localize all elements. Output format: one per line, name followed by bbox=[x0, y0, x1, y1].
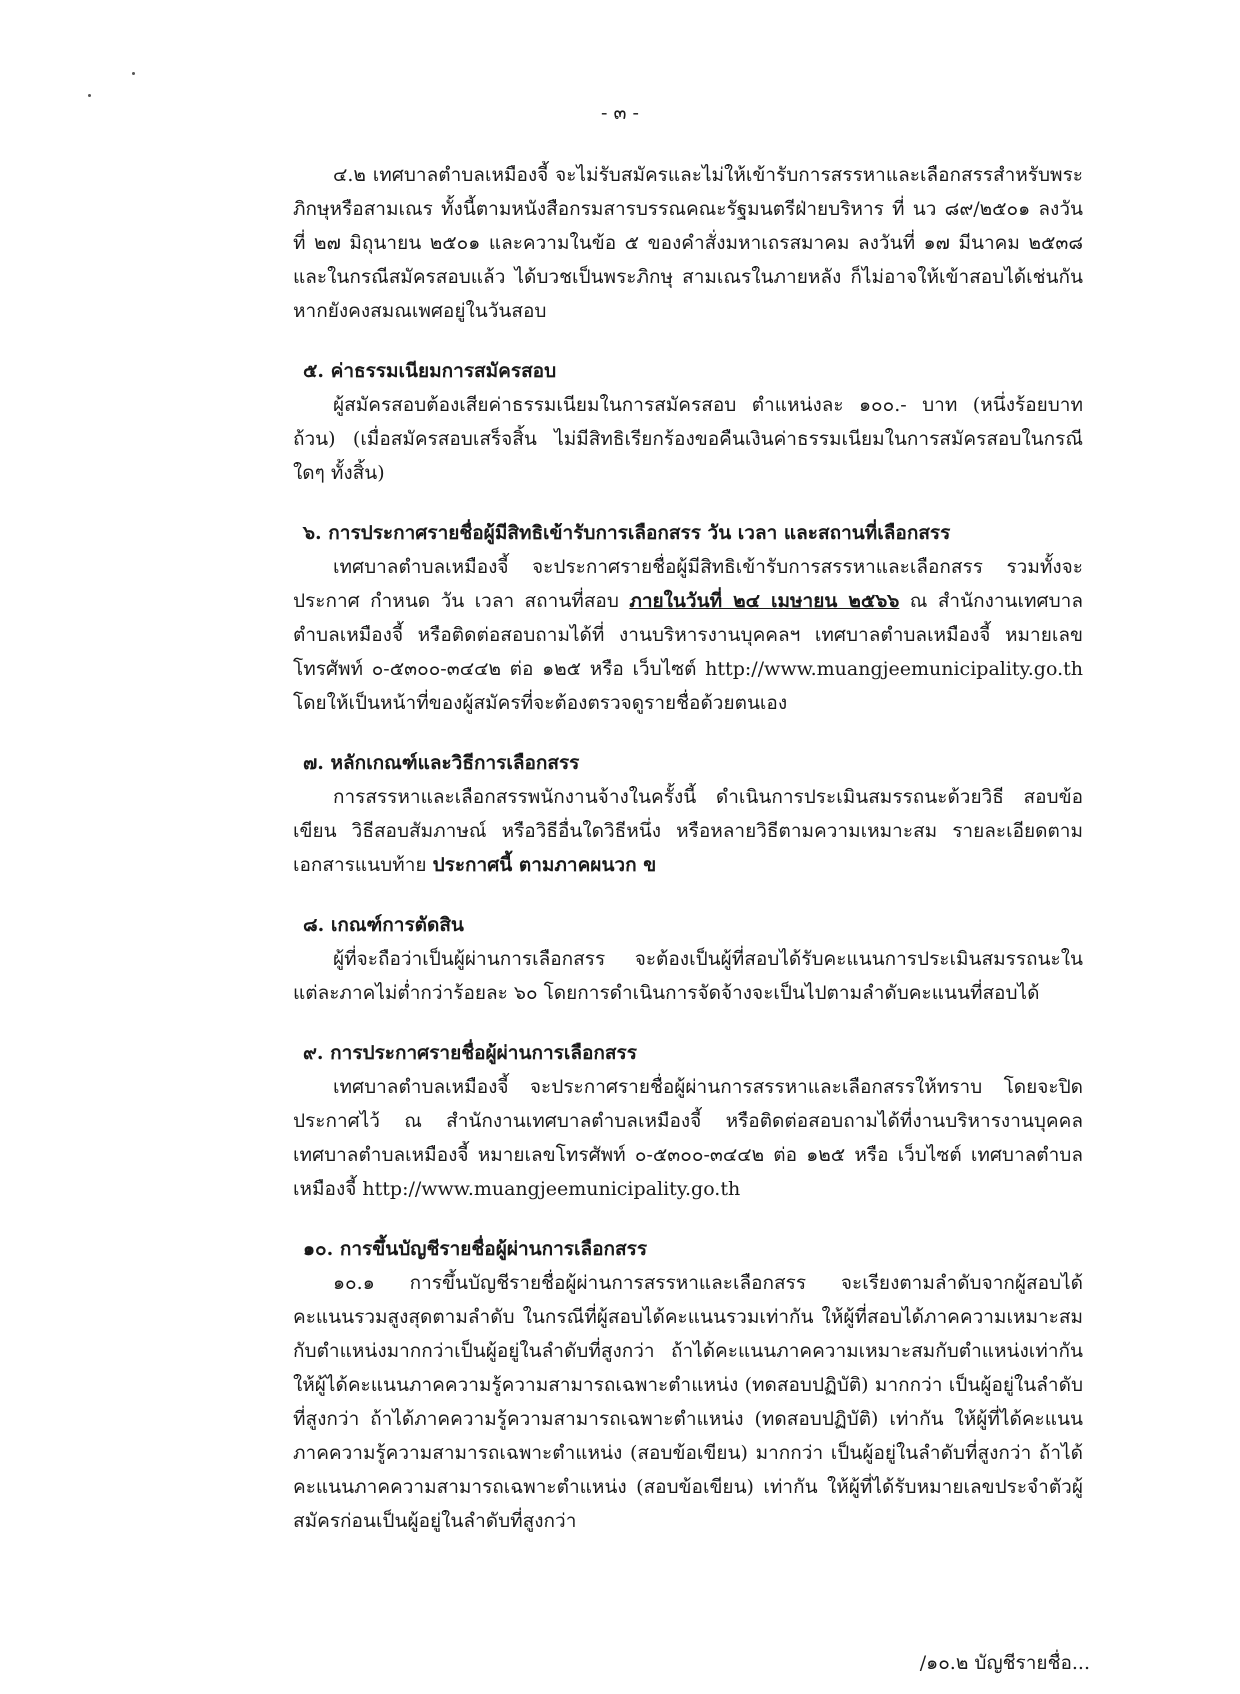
section-6 bbox=[293, 516, 1083, 720]
section-7-appendix-reference: ประกาศนี้ ตามภาคผนวก ข bbox=[432, 854, 657, 876]
section-8-text: ผู้ที่จะถือว่าเป็นผู้ผ่านการเลือกสรร จะต้องเป็นผู้ที่สอบได้รับคะแนนการประเมินสมรรถนะในแต่ละภาคไม่ต่ำกว่าร้อยละ ๖๐ โดยการดำเนินการจัดจ้างจะเป็นไปตามลำดับคะแนนที่สอบได้ bbox=[293, 948, 1083, 1004]
section-5-heading: ๕. ค่าธรรมเนียมการสมัครสอบ bbox=[303, 360, 557, 382]
page-continuation-note: /๑๐.๒ บัญชีรายชื่อ... bbox=[919, 1652, 1090, 1674]
section-10 bbox=[293, 1232, 1083, 1538]
section-4-2 bbox=[293, 158, 1083, 328]
section-9 bbox=[293, 1036, 1083, 1206]
section-9-text: เทศบาลตำบลเหมืองจี้ จะประกาศรายชื่อผู้ผ่านการสรรหาและเลือกสรรให้ทราบ โดยจะปิดประกาศไว้ ณ สำนักงานเทศบาลตำบลเหมืองจี้ หรือติดต่อสอบถามได้ที่งานบริหารงานบุคคล เทศบาลตำบลเหมืองจี้ หมายเลขโทรศัพท์ ๐-๕๓๐๐-๓๔๔๒ ต่อ ๑๒๕ หรือ เว็บไซต์ เทศบาลตำบลเหมืองจี้ http://www.muangjeemunicipality.go.th bbox=[293, 1076, 1083, 1200]
section-8-heading: ๘. เกณฑ์การตัดสิน bbox=[303, 914, 464, 936]
section-7-text bbox=[293, 780, 1083, 882]
section-6-text-before: เทศบาลตำบลเหมืองจี้ จะประกาศรายชื่อผู้มีสิทธิเข้ารับการสรรหาและเลือกสรร รวมทั้งจะประกาศ กำหนด วัน เวลา สถานที่สอบ bbox=[293, 556, 1083, 612]
section-6-heading: ๖. การประกาศรายชื่อผู้มีสิทธิเข้ารับการเลือกสรร วัน เวลา และสถานที่เลือกสรร bbox=[303, 522, 951, 544]
section-4-2-text: ๔.๒ เทศบาลตำบลเหมืองจี้ จะไม่รับสมัครและไม่ให้เข้ารับการสรรหาและเลือกสรรสำหรับพระภิกษุหรือสามเณร ทั้งนี้ตามหนังสือกรมสารบรรณคณะรัฐมนตรีฝ่ายบริหาร ที่ นว ๘๙/๒๕๐๑ ลงวันที่ ๒๗ มิถุนายน ๒๕๐๑ และความในข้อ ๕ ของคำสั่งมหาเถรสมาคม ลงวันที่ ๑๗ มีนาคม ๒๕๓๘ และในกรณีสมัครสอบแล้ว ได้บวชเป็นพระภิกษุ สามเณรในภายหลัง ก็ไม่อาจให้เข้าสอบได้เช่นกัน หากยังคงสมณเพศอยู่ในวันสอบ bbox=[293, 164, 1083, 322]
section-6-date-emphasis: ภายในวันที่ ๒๔ เมษายน ๒๕๖๖ bbox=[629, 590, 900, 612]
document-body bbox=[293, 158, 1083, 1538]
page-number: - ๓ - bbox=[601, 102, 639, 124]
section-8 bbox=[293, 908, 1083, 1010]
section-5 bbox=[293, 354, 1083, 490]
section-5-text: ผู้สมัครสอบต้องเสียค่าธรรมเนียมในการสมัครสอบ ตำแหน่งละ ๑๐๐.- บาท (หนึ่งร้อยบาทถ้วน) (เมื่อสมัครสอบเสร็จสิ้น ไม่มีสิทธิเรียกร้องขอคืนเงินค่าธรรมเนียมในการสมัครสอบในกรณีใดๆ ทั้งสิ้น) bbox=[293, 394, 1083, 484]
section-7-heading: ๗. หลักเกณฑ์และวิธีการเลือกสรร bbox=[303, 752, 580, 774]
section-6-text-after: ณ สำนักงานเทศบาลตำบลเหมืองจี้ หรือติดต่อสอบถามได้ที่ งานบริหารงานบุคคลฯ เทศบาลตำบลเหมืองจี้ หมายเลขโทรศัพท์ ๐-๕๓๐๐-๓๔๔๒ ต่อ ๑๒๕ หรือ เว็บไซต์ http://www.muangjeemunicipality.go.th โดยให้เป็นหน้าที่ของผู้สมัครที่จะต้องตรวจดูรายชื่อด้วยตนเอง bbox=[293, 590, 1083, 714]
section-6-text bbox=[293, 550, 1083, 720]
section-9-heading: ๙. การประกาศรายชื่อผู้ผ่านการเลือกสรร bbox=[303, 1042, 637, 1064]
scan-speck bbox=[132, 72, 135, 75]
section-7-text-before: การสรรหาและเลือกสรรพนักงานจ้างในครั้งนี้ ดำเนินการประเมินสมรรถนะด้วยวิธี สอบข้อเขียน วิธีสอบสัมภาษณ์ หรือวิธีอื่นใดวิธีหนึ่ง หรือหลายวิธีตามความเหมาะสม รายละเอียดตามเอกสารแนบท้าย bbox=[293, 786, 1083, 876]
section-10-1-text: ๑๐.๑ การขึ้นบัญชีรายชื่อผู้ผ่านการสรรหาและเลือกสรร จะเรียงตามลำดับจากผู้สอบได้คะแนนรวมสูงสุดตามลำดับ ในกรณีที่ผู้สอบได้คะแนนรวมเท่ากัน ให้ผู้ที่สอบได้ภาคความเหมาะสมกับตำแหน่งมากกว่าเป็นผู้อยู่ในลำดับที่สูงกว่า ถ้าได้คะแนนภาคความเหมาะสมกับตำแหน่งเท่ากัน ให้ผู้ได้คะแนนภาคความรู้ความสามารถเฉพาะตำแหน่ง (ทดสอบปฏิบัติ) มากกว่า เป็นผู้อยู่ในลำดับที่สูงกว่า ถ้าได้ภาคความรู้ความสามารถเฉพาะตำแหน่ง (ทดสอบปฏิบัติ) เท่ากัน ให้ผู้ที่ได้คะแนนภาคความรู้ความสามารถเฉพาะตำแหน่ง (สอบข้อเขียน) มากกว่า เป็นผู้อยู่ในลำดับที่สูงกว่า ถ้าได้คะแนนภาคความสามารถเฉพาะตำแหน่ง (สอบข้อเขียน) เท่ากัน ให้ผู้ที่ได้รับหมายเลขประจำตัวผู้สมัครก่อนเป็นผู้อยู่ในลำดับที่สูงกว่า bbox=[293, 1272, 1083, 1532]
scan-speck bbox=[88, 94, 91, 97]
section-7 bbox=[293, 746, 1083, 882]
section-10-heading: ๑๐. การขึ้นบัญชีรายชื่อผู้ผ่านการเลือกสรร bbox=[303, 1238, 648, 1260]
